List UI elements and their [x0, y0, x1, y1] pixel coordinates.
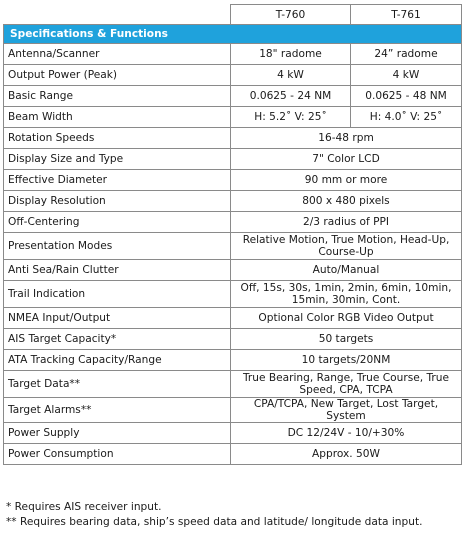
- table-row: [4, 423, 462, 444]
- table-row: [4, 281, 462, 308]
- table-row: [4, 444, 462, 465]
- row-value: 16-48 rpm: [231, 128, 462, 149]
- table-row: [4, 149, 462, 170]
- table-row: [4, 233, 462, 260]
- row-label: Power Supply: [4, 423, 231, 444]
- row-value-t760: 18" radome: [231, 44, 351, 65]
- row-label: Target Alarms**: [4, 398, 231, 423]
- row-value: 50 targets: [231, 329, 462, 350]
- row-label: Output Power (Peak): [4, 65, 231, 86]
- table-row: [4, 212, 462, 233]
- spec-sheet: [0, 4, 464, 533]
- row-label: NMEA Input/Output: [4, 308, 231, 329]
- table-row: [4, 107, 462, 128]
- row-value: [231, 371, 462, 398]
- row-value: CPA/TCPA, New Target, Lost Target, System: [231, 398, 462, 423]
- row-value-line-2: 15min, 30min, Cont.: [291, 294, 401, 306]
- row-value-line-1: True Bearing, Range, True Course, True: [242, 372, 450, 384]
- section-title: Specifications & Functions: [4, 25, 462, 44]
- header-row: [4, 5, 462, 25]
- table-row: [4, 65, 462, 86]
- footnote-bearing: ** Requires bearing data, ship’s speed data and latitude/ longitude data input.: [6, 516, 423, 528]
- row-label: Effective Diameter: [4, 170, 231, 191]
- row-value: 10 targets/20NM: [231, 350, 462, 371]
- row-label: Anti Sea/Rain Clutter: [4, 260, 231, 281]
- section-header-row: [4, 25, 462, 44]
- row-value: 2/3 radius of PPI: [231, 212, 462, 233]
- row-value: Auto/Manual: [231, 260, 462, 281]
- row-label: Antenna/Scanner: [4, 44, 231, 65]
- header-t761: T-761: [351, 5, 462, 25]
- row-label: AIS Target Capacity*: [4, 329, 231, 350]
- row-label: Beam Width: [4, 107, 231, 128]
- header-blank-cell: [4, 5, 231, 25]
- row-value-t760: 4 kW: [231, 65, 351, 86]
- row-value-t761: 24” radome: [351, 44, 462, 65]
- row-value: DC 12/24V - 10/+30%: [231, 423, 462, 444]
- spec-table: [3, 4, 462, 465]
- row-label: Target Data**: [4, 371, 231, 398]
- row-label: Display Size and Type: [4, 149, 231, 170]
- row-value: Optional Color RGB Video Output: [231, 308, 462, 329]
- row-value: [231, 281, 462, 308]
- table-row: [4, 308, 462, 329]
- row-value: 90 mm or more: [231, 170, 462, 191]
- row-value-t761: 0.0625 - 48 NM: [351, 86, 462, 107]
- footnote-ais: * Requires AIS receiver input.: [6, 501, 162, 513]
- table-row: [4, 86, 462, 107]
- table-row: [4, 398, 462, 423]
- table-row: [4, 44, 462, 65]
- row-value-t761: H: 4.0˚ V: 25˚: [351, 107, 462, 128]
- table-row: [4, 191, 462, 212]
- row-value: Approx. 50W: [231, 444, 462, 465]
- row-label: Presentation Modes: [4, 233, 231, 260]
- row-value: 800 x 480 pixels: [231, 191, 462, 212]
- row-value-t760: H: 5.2˚ V: 25˚: [231, 107, 351, 128]
- row-label: ATA Tracking Capacity/Range: [4, 350, 231, 371]
- row-value-line-2: Course-Up: [318, 246, 374, 258]
- row-label: Display Resolution: [4, 191, 231, 212]
- row-value-line-1: Relative Motion, True Motion, Head-Up,: [242, 234, 450, 246]
- row-value: [231, 233, 462, 260]
- table-row: [4, 170, 462, 191]
- row-label: Rotation Speeds: [4, 128, 231, 149]
- row-value-t761: 4 kW: [351, 65, 462, 86]
- table-row: [4, 260, 462, 281]
- row-label: Power Consumption: [4, 444, 231, 465]
- row-label: Off-Centering: [4, 212, 231, 233]
- row-label: Basic Range: [4, 86, 231, 107]
- row-label: Trail Indication: [4, 281, 231, 308]
- row-value-line-2: Speed, CPA, TCPA: [299, 384, 393, 396]
- table-row: [4, 371, 462, 398]
- row-value-t760: 0.0625 - 24 NM: [231, 86, 351, 107]
- table-row: [4, 128, 462, 149]
- row-value: 7" Color LCD: [231, 149, 462, 170]
- table-row: [4, 350, 462, 371]
- footnotes: [6, 500, 422, 530]
- table-row: [4, 329, 462, 350]
- row-value-line-1: Off, 15s, 30s, 1min, 2min, 6min, 10min,: [240, 282, 452, 294]
- header-t760: T-760: [231, 5, 351, 25]
